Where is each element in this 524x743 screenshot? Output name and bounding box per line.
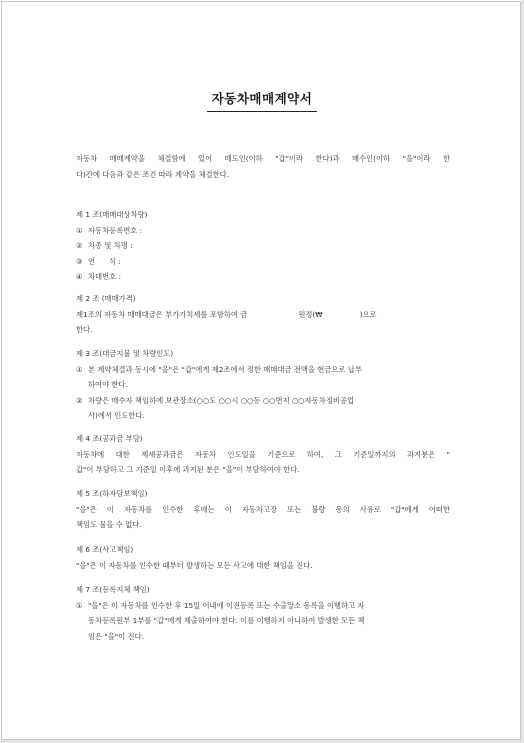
item-number: ① (76, 364, 83, 374)
article-7-item-1-cont-2: 임은 "을"이 진다. (88, 631, 144, 641)
item-text: 자동차등록번호 : (88, 225, 143, 235)
article-3-item-2-cont: 사)에서 인도한다. (88, 411, 145, 420)
article-3 (76, 346, 450, 424)
article-4 (76, 431, 450, 478)
intro-line-2: 다)간에 다음과 같은 조건 따라 계약을 체결한다. (76, 169, 230, 179)
article-2 (76, 291, 450, 338)
article-4-heading: 제 4 조(공과금 부담) (76, 434, 143, 443)
item-text: 차대번호 : (88, 272, 121, 281)
article-7 (76, 582, 450, 644)
article-2-line-2: 한다. (76, 325, 93, 334)
article-5-line-2: 책임도 물을 수 없다. (76, 520, 142, 529)
item-number: ④ (76, 272, 83, 281)
item-text: 차종 및 차명 : (88, 241, 133, 250)
article-3-item-1 (76, 362, 450, 378)
article-3-heading: 제 3 조(대금지불 및 차량인도) (76, 349, 174, 358)
article-1-item-1 (76, 223, 450, 239)
item-number: ② (76, 395, 83, 405)
title-wrapper (0, 88, 524, 112)
item-number: ③ (76, 256, 83, 266)
item-text: "을"은 이 자동차를 인수한 후 15일 이내에 이전등록 또는 수출말소 등록을 이행하고 자 (88, 600, 365, 610)
item-text: 본 계약체결과 동시에 "을"은 "갑"에게 제2조에서 정한 매매대금 전액을 현금으로 납부 (88, 364, 362, 374)
article-5-line-1: "을"은 이 자동차를 인수한 후에는 이 자동차고장 또는 불량 등의 사유로 "갑"에게 어떠한 (76, 504, 450, 514)
article-2-line-1: 제1조의 자동차 매매대금은 부가가치세를 포함하여 금 원정(₩ )으로 (76, 309, 377, 319)
article-2-heading: 제 2 조 (매매가격) (76, 294, 136, 303)
article-5 (76, 486, 450, 533)
article-1-item-2 (76, 238, 450, 254)
article-5-heading: 제 5 조(하자담보책임) (76, 489, 148, 498)
article-3-item-2 (76, 393, 450, 409)
item-text: 연 식 : (88, 256, 121, 266)
article-6-heading: 제 6 조(사고책임) (76, 545, 134, 554)
document-title: 자동차매매계약서 (207, 89, 318, 112)
article-3-item-1-cont: 하여야 한다. (88, 380, 128, 389)
intro-paragraph (76, 151, 450, 182)
article-7-item-1 (76, 598, 450, 614)
article-1-item-4 (76, 269, 450, 285)
item-number: ② (76, 241, 83, 250)
article-6-line-1: "을"은 이 자동차를 인수한 때부터 발생하는 모든 사고에 대한 책임을 진다. (76, 560, 313, 570)
intro-line-1: 자동차 매매계약을 체결함에 있어 매도인(이하 "갑"이라 한다)과 매수인(이하 "을"이라 한 (76, 154, 450, 163)
article-4-line-1: 자동차에 대한 제세공과금은 자동차 인도일을 기준으로 하여, 그 기준일까지의 과지분은 " (76, 449, 450, 459)
article-7-item-1-cont-1: 동차등록원부 1부를 "갑"에게 제출하여야 한다. 이를 이행하지 아니하여 발생한 모든 책 (88, 616, 365, 625)
article-1-item-3 (76, 254, 450, 270)
article-7-heading: 제 7 조(등록지체 책임) (76, 585, 150, 594)
article-1-heading: 제 1 조(매매대상차량) (76, 210, 148, 219)
article-4-line-2: 갑"이 부담하고 그 기준일 이후에 과지된 분은 "을"이 부담하여야 한다. (76, 465, 300, 474)
article-1 (76, 207, 450, 285)
article-6 (76, 542, 450, 573)
item-number: ① (76, 225, 83, 235)
item-text: 차량은 매수자 책임하에 보관장소(○○도 ○○시 ○○동 ○○번지 ○○자동차정비공업 (88, 395, 355, 405)
item-number: ① (76, 600, 83, 610)
